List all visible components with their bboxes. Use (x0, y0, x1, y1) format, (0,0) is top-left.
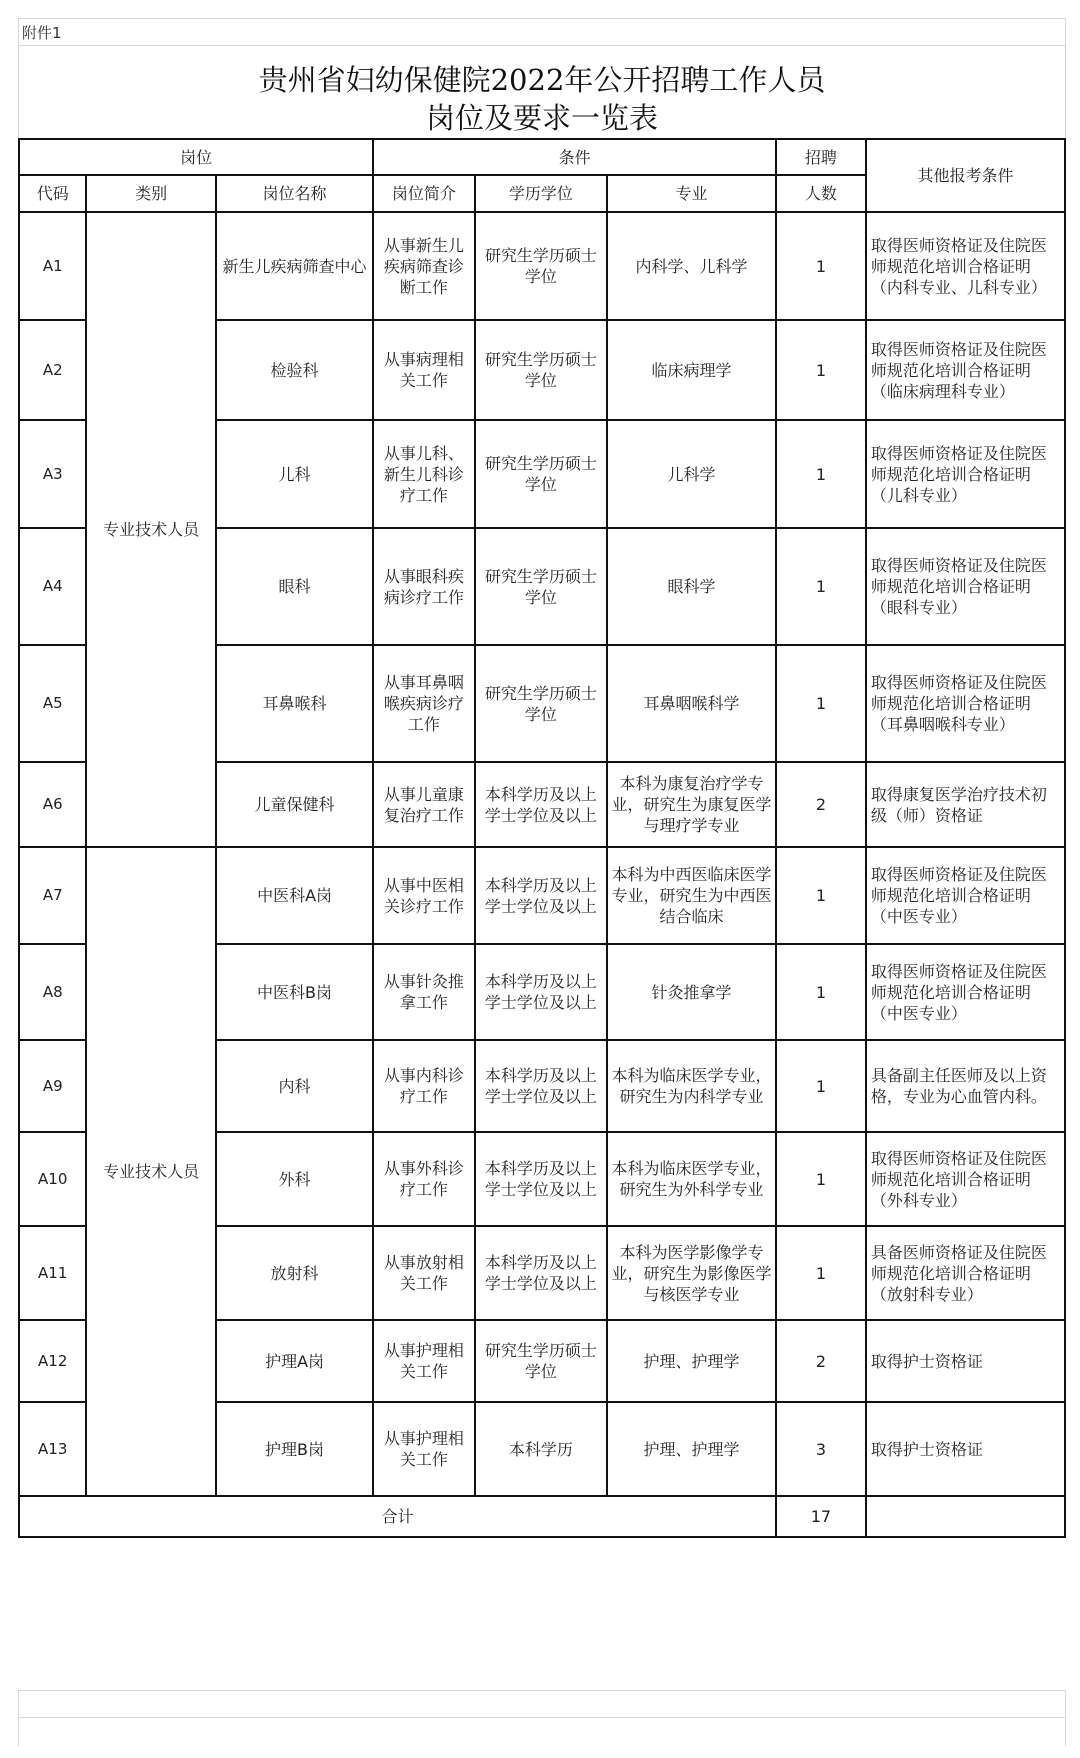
row-count: 2 (776, 762, 866, 847)
row-other: 取得医师资格证及住院医师规范化培训合格证明（儿科专业） (866, 420, 1065, 528)
row-education: 研究生学历硕士学位 (475, 1320, 608, 1402)
row-count: 1 (776, 944, 866, 1040)
header-condition-group: 条件 (373, 139, 776, 175)
total-row (19, 1496, 1065, 1537)
row-code: A5 (19, 645, 86, 762)
row-post-intro: 从事眼科疾病诊疗工作 (373, 528, 474, 645)
row-major: 本科为临床医学专业，研究生为外科学专业 (607, 1132, 776, 1226)
row-other: 取得护士资格证 (866, 1320, 1065, 1402)
category-cell: 专业技术人员 (86, 847, 215, 1496)
row-code: A12 (19, 1320, 86, 1402)
row-post-intro: 从事内科诊疗工作 (373, 1040, 474, 1132)
row-post-name: 检验科 (216, 320, 373, 420)
title-line-2: 岗位及要求一览表 (425, 101, 658, 135)
row-post-name: 眼科 (216, 528, 373, 645)
row-major: 本科为中西医临床医学专业，研究生为中西医结合临床 (607, 847, 776, 944)
row-major: 护理、护理学 (607, 1402, 776, 1496)
row-code: A6 (19, 762, 86, 847)
row-other: 具备副主任医师及以上资格，专业为心血管内科。 (866, 1040, 1065, 1132)
row-count: 1 (776, 847, 866, 944)
header-recruit-top: 招聘 (776, 139, 866, 175)
bottom-grid-row (18, 1690, 1066, 1718)
header-post-group: 岗位 (19, 139, 373, 175)
row-education: 研究生学历硕士学位 (475, 645, 608, 762)
row-code: A11 (19, 1226, 86, 1320)
row-post-name: 中医科B岗 (216, 944, 373, 1040)
row-code: A7 (19, 847, 86, 944)
table-row (19, 212, 1065, 320)
row-major: 临床病理学 (607, 320, 776, 420)
row-count: 3 (776, 1402, 866, 1496)
row-count: 1 (776, 420, 866, 528)
row-other: 取得医师资格证及住院医师规范化培训合格证明（内科专业、儿科专业） (866, 212, 1065, 320)
row-post-name: 中医科A岗 (216, 847, 373, 944)
row-code: A4 (19, 528, 86, 645)
recruitment-table (18, 138, 1066, 1538)
row-post-intro: 从事针灸推拿工作 (373, 944, 474, 1040)
total-label: 合计 (19, 1496, 776, 1537)
row-education: 本科学历及以上学士学位及以上 (475, 1132, 608, 1226)
row-count: 1 (776, 320, 866, 420)
total-other-empty (866, 1496, 1065, 1537)
row-post-intro: 从事护理相关工作 (373, 1320, 474, 1402)
row-count: 2 (776, 1320, 866, 1402)
row-post-intro: 从事耳鼻咽喉疾病诊疗工作 (373, 645, 474, 762)
row-other: 取得护士资格证 (866, 1402, 1065, 1496)
row-code: A1 (19, 212, 86, 320)
row-post-intro: 从事儿科、新生儿科诊疗工作 (373, 420, 474, 528)
row-count: 1 (776, 645, 866, 762)
row-count: 1 (776, 212, 866, 320)
row-count: 1 (776, 1040, 866, 1132)
row-other: 取得康复医学治疗技术初级（师）资格证 (866, 762, 1065, 847)
bottom-grid-row-2 (18, 1718, 1066, 1746)
row-education: 本科学历及以上学士学位及以上 (475, 762, 608, 847)
row-education: 研究生学历硕士学位 (475, 420, 608, 528)
header-other-conditions: 其他报考条件 (866, 139, 1065, 212)
header-category: 类别 (86, 175, 215, 212)
row-other: 取得医师资格证及住院医师规范化培训合格证明（耳鼻咽喉科专业） (866, 645, 1065, 762)
row-code: A8 (19, 944, 86, 1040)
row-post-intro: 从事外科诊疗工作 (373, 1132, 474, 1226)
row-major: 本科为临床医学专业，研究生为内科学专业 (607, 1040, 776, 1132)
row-code: A2 (19, 320, 86, 420)
row-major: 本科为康复治疗学专业，研究生为康复医学与理疗学专业 (607, 762, 776, 847)
row-education: 本科学历及以上学士学位及以上 (475, 944, 608, 1040)
top-grid-row (18, 18, 1066, 46)
header-education: 学历学位 (475, 175, 608, 212)
row-other: 取得医师资格证及住院医师规范化培训合格证明（眼科专业） (866, 528, 1065, 645)
row-post-intro: 从事放射相关工作 (373, 1226, 474, 1320)
row-major: 护理、护理学 (607, 1320, 776, 1402)
row-education: 本科学历及以上学士学位及以上 (475, 1040, 608, 1132)
header-row-1 (19, 139, 1065, 175)
row-post-name: 护理B岗 (216, 1402, 373, 1496)
row-education: 本科学历 (475, 1402, 608, 1496)
row-major: 内科学、儿科学 (607, 212, 776, 320)
row-post-name: 新生儿疾病筛查中心 (216, 212, 373, 320)
row-post-name: 儿科 (216, 420, 373, 528)
attachment-label: 附件1 (22, 24, 62, 42)
row-major: 眼科学 (607, 528, 776, 645)
title-line-1: 贵州省妇幼保健院2022年公开招聘工作人员 (258, 63, 826, 97)
row-major: 耳鼻咽喉科学 (607, 645, 776, 762)
header-recruit-bottom: 人数 (776, 175, 866, 212)
row-post-name: 耳鼻喉科 (216, 645, 373, 762)
row-post-intro: 从事病理相关工作 (373, 320, 474, 420)
total-count: 17 (776, 1496, 866, 1537)
row-other: 取得医师资格证及住院医师规范化培训合格证明（中医专业） (866, 944, 1065, 1040)
row-count: 1 (776, 1132, 866, 1226)
row-other: 具备医师资格证及住院医师规范化培训合格证明（放射科专业） (866, 1226, 1065, 1320)
header-post-intro: 岗位简介 (373, 175, 474, 212)
table-row (19, 847, 1065, 944)
row-major: 本科为医学影像学专业，研究生为影像医学与核医学专业 (607, 1226, 776, 1320)
row-code: A9 (19, 1040, 86, 1132)
category-cell: 专业技术人员 (86, 212, 215, 847)
row-post-name: 外科 (216, 1132, 373, 1226)
row-code: A10 (19, 1132, 86, 1226)
row-education: 本科学历及以上学士学位及以上 (475, 847, 608, 944)
row-post-intro: 从事中医相关诊疗工作 (373, 847, 474, 944)
row-major: 针灸推拿学 (607, 944, 776, 1040)
row-post-name: 放射科 (216, 1226, 373, 1320)
row-education: 研究生学历硕士学位 (475, 528, 608, 645)
row-education: 研究生学历硕士学位 (475, 320, 608, 420)
header-post-name: 岗位名称 (216, 175, 373, 212)
row-other: 取得医师资格证及住院医师规范化培训合格证明（外科专业） (866, 1132, 1065, 1226)
row-post-name: 儿童保健科 (216, 762, 373, 847)
row-post-name: 内科 (216, 1040, 373, 1132)
row-code: A3 (19, 420, 86, 528)
row-count: 1 (776, 1226, 866, 1320)
row-major: 儿科学 (607, 420, 776, 528)
row-code: A13 (19, 1402, 86, 1496)
row-post-intro: 从事儿童康复治疗工作 (373, 762, 474, 847)
row-education: 本科学历及以上学士学位及以上 (475, 1226, 608, 1320)
row-post-intro: 从事护理相关工作 (373, 1402, 474, 1496)
header-major: 专业 (607, 175, 776, 212)
row-post-name: 护理A岗 (216, 1320, 373, 1402)
row-other: 取得医师资格证及住院医师规范化培训合格证明（临床病理科专业） (866, 320, 1065, 420)
row-education: 研究生学历硕士学位 (475, 212, 608, 320)
row-post-intro: 从事新生儿疾病筛查诊断工作 (373, 212, 474, 320)
row-other: 取得医师资格证及住院医师规范化培训合格证明（中医专业） (866, 847, 1065, 944)
row-count: 1 (776, 528, 866, 645)
header-code: 代码 (19, 175, 86, 212)
